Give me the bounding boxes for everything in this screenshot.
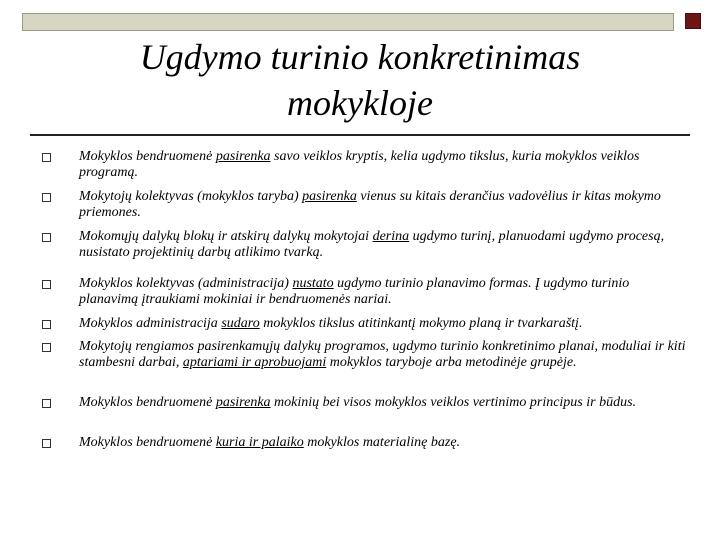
square-bullet-icon <box>42 193 51 202</box>
list-item <box>40 339 690 395</box>
item-keyword: aptariami ir aprobuojami <box>182 355 327 371</box>
list-item <box>40 149 690 189</box>
item-keyword: kuria ir palaiko <box>215 435 304 450</box>
title-divider <box>30 134 690 136</box>
item-text: ugdymo turinį, planuodami ugdymo procesą, nusistato projektinių darbų atlikimo tvarką. <box>79 229 665 261</box>
item-text: Mokyklos administracija <box>79 316 222 331</box>
list-item <box>40 316 690 339</box>
item-text: Mokyklos bendruomenė <box>79 435 216 450</box>
bullet-list <box>40 149 690 455</box>
item-keyword: sudaro <box>221 316 260 331</box>
decorative-top-bar <box>22 13 674 31</box>
item-keyword: pasirenka <box>302 189 357 204</box>
item-text: Mokomųjų dalykų blokų ir atskirų dalykų mokytojai <box>79 229 373 244</box>
item-keyword: nustato <box>292 276 334 291</box>
slide-title-line1: Ugdymo turinio konkretinimas <box>139 37 581 77</box>
list-item <box>40 189 690 229</box>
square-bullet-icon <box>42 153 51 162</box>
item-text: mokinių bei visos mokyklos veiklos vertinimo principus ir būdus. <box>270 395 637 410</box>
item-text: vienus su kitais derančius vadovėlius ir kitas mokymo priemones. <box>79 189 661 221</box>
item-text: mokyklos taryboje arba metodinėje grupėje. <box>326 355 577 371</box>
item-text: Mokytojų rengiamos pasirenkamųjų dalykų programos, ugdymo turinio konkretinimo planai, moduliai ir kiti stambesni darbai, <box>79 339 686 371</box>
decorative-corner-square <box>685 13 701 29</box>
item-text: Mokytojų kolektyvas (mokyklos taryba) <box>79 189 303 204</box>
item-text: savo veiklos kryptis, kelia ugdymo tikslus, kuria mokyklos veiklos programą. <box>79 149 640 181</box>
item-keyword: pasirenka <box>215 395 271 410</box>
list-item <box>40 229 690 276</box>
item-text: mokyklos materialinę bazę. <box>303 435 461 450</box>
square-bullet-icon <box>42 343 51 352</box>
item-text: mokyklos tikslus atitinkantį mokymo planą ir tvarkaraštį. <box>259 316 583 331</box>
item-keyword: pasirenka <box>215 149 271 164</box>
square-bullet-icon <box>42 399 51 408</box>
square-bullet-icon <box>42 439 51 448</box>
item-text: Mokyklos kolektyvas (administracija) <box>79 276 293 291</box>
list-item <box>40 395 690 435</box>
item-text: ugdymo turinio planavimo formas. Į ugdymo turinio planavimą įtraukiami mokiniai ir bendruomenės nariai. <box>79 276 630 308</box>
square-bullet-icon <box>42 280 51 289</box>
slide-title <box>30 34 690 126</box>
list-item <box>40 435 690 455</box>
slide-title-line2: mokykloje <box>287 83 433 123</box>
item-keyword: derina <box>372 229 410 244</box>
list-item <box>40 276 690 316</box>
square-bullet-icon <box>42 320 51 329</box>
item-text: Mokyklos bendruomenė <box>79 149 216 164</box>
square-bullet-icon <box>42 233 51 242</box>
item-text: Mokyklos bendruomenė <box>79 395 216 410</box>
